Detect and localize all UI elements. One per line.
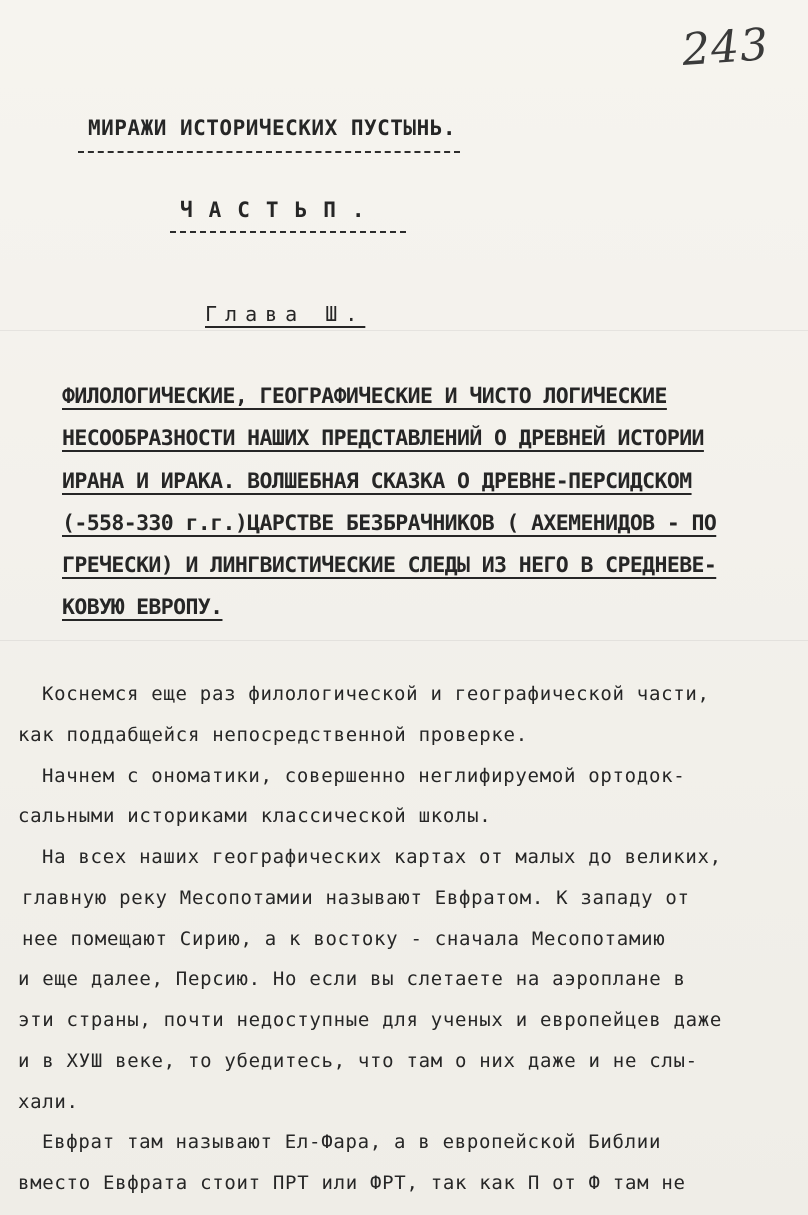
page-crease xyxy=(0,330,808,331)
body-line: хали. xyxy=(18,1090,79,1113)
heading-line: ГРЕЧЕСКИ) И ЛИНГВИСТИЧЕСКИЕ СЛЕДЫ ИЗ НЕГО В СРЕДНЕВЕ- xyxy=(62,553,717,579)
heading-line: (-558-330 г.г.)ЦАРСТВЕ БЕЗБРАЧНИКОВ ( АХЕМЕНИДОВ - ПО xyxy=(62,510,717,536)
body-line: Евфрат там называют Ел-Фара, а в европейской Библии xyxy=(42,1131,662,1154)
part-underline xyxy=(170,231,406,233)
heading-line: ИРАНА И ИРАКА. ВОЛШЕБНАЯ СКАЗКА О ДРЕВНЕ-ПЕРСИДСКОМ xyxy=(62,468,692,494)
book-title: МИРАЖИ ИСТОРИЧЕСКИХ ПУСТЫНЬ. xyxy=(88,116,457,140)
heading-line: ФИЛОЛОГИЧЕСКИЕ, ГЕОГРАФИЧЕСКИЕ И ЧИСТО ЛОГИЧЕСКИЕ xyxy=(62,384,667,409)
title-underline xyxy=(78,151,460,153)
chapter-heading xyxy=(62,376,782,630)
body-line: эти страны, почти недоступные для ученых и европейцев даже xyxy=(18,1009,723,1031)
page-number: 243 xyxy=(680,19,771,76)
heading-line: НЕСООБРАЗНОСТИ НАШИХ ПРЕДСТАВЛЕНИЙ О ДРЕВНЕЙ ИСТОРИИ xyxy=(62,426,704,452)
part-title: ЧАСТЬП. xyxy=(180,198,381,222)
page-crease xyxy=(0,640,808,641)
body-line: Начнем с ономатики, совершенно неглифируемой ортодок- xyxy=(42,764,686,787)
body-line: Коснемся еще раз филологической и географической части, xyxy=(42,683,710,705)
body-line: и в ХУШ веке, то убедитесь, что там о них даже и не слы- xyxy=(18,1049,698,1072)
body-line: как поддабщейся непосредственной проверке. xyxy=(18,723,528,746)
body-line: главную реку Месопотамии называют Евфратом. К западу от xyxy=(22,886,690,909)
chapter-title: Глава Ш. xyxy=(205,302,366,326)
body-line: и еще далее, Персию. Но если вы слетаете на аэроплане в xyxy=(18,968,686,991)
body-line: вместо Евфрата стоит ПРТ или ФРТ, так как П от Ф там не xyxy=(18,1172,686,1194)
body-line: На всех наших географических картах от малых до великих, xyxy=(42,846,722,868)
heading-line: КОВУЮ ЕВРОПУ. xyxy=(62,595,223,621)
body-line: сальными историками классической школы. xyxy=(18,805,492,828)
body-line: нее помещают Сирию, а к востоку - сначала Месопотамию xyxy=(22,927,666,950)
body-text xyxy=(18,674,798,1204)
